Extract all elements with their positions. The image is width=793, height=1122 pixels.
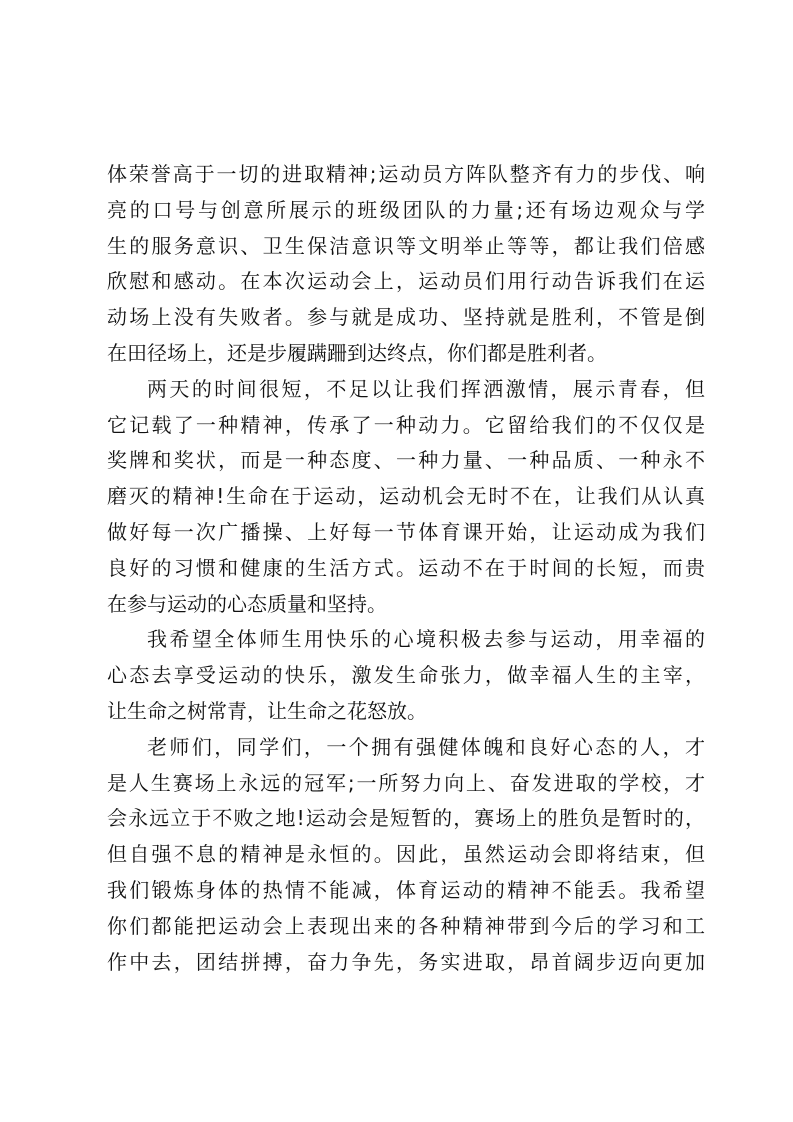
- text-line: 良好的习惯和健康的生活方式。运动不在于时间的长短，而贵: [107, 555, 705, 580]
- paragraph: [107, 372, 705, 623]
- text-line: 是人生赛场上永远的冠军;一所努力向上、奋发进取的学校，才: [107, 770, 705, 795]
- document-body: [107, 157, 705, 980]
- text-line: 作中去，团结拼搏，奋力争先，务实进取，昂首阔步迈向更加: [107, 949, 705, 974]
- paragraph: [107, 157, 705, 372]
- text-line: 在田径场上，还是步履蹒跚到达终点，你们都是胜利者。: [107, 340, 607, 365]
- text-line: 磨灭的精神!生命在于运动，运动机会无时不在，让我们从认真: [107, 484, 705, 509]
- text-line: 会永远立于不败之地!运动会是短暂的，赛场上的胜负是暂时的，: [107, 806, 705, 831]
- text-line: 欣慰和感动。在本次运动会上，运动员们用行动告诉我们在运: [107, 269, 705, 294]
- text-line: 老师们，同学们，一个拥有强健体魄和良好心态的人，才: [147, 734, 705, 759]
- text-line: 心态去享受运动的快乐，激发生命张力，做幸福人生的主宰，: [107, 663, 705, 688]
- text-line: 但自强不息的精神是永恒的。因此，虽然运动会即将结束，但: [107, 842, 705, 867]
- text-line: 两天的时间很短，不足以让我们挥洒激情，展示青春，但: [147, 376, 705, 401]
- text-line: 你们都能把运动会上表现出来的各种精神带到今后的学习和工: [107, 913, 705, 938]
- text-line: 我们锻炼身体的热情不能减，体育运动的精神不能丢。我希望: [107, 877, 705, 902]
- paragraph: [107, 622, 705, 729]
- text-line: 做好每一次广播操、上好每一节体育课开始，让运动成为我们: [107, 519, 705, 544]
- paragraph: [107, 730, 705, 981]
- text-line: 生的服务意识、卫生保洁意识等文明举止等等，都让我们倍感: [107, 233, 705, 258]
- text-line: 动场上没有失败者。参与就是成功、坚持就是胜利，不管是倒: [107, 305, 705, 330]
- text-line: 它记载了一种精神，传承了一种动力。它留给我们的不仅仅是: [107, 412, 705, 437]
- text-line: 奖牌和奖状，而是一种态度、一种力量、一种品质、一种永不: [107, 448, 705, 473]
- text-line: 亮的口号与创意所展示的班级团队的力量;还有场边观众与学: [107, 197, 705, 222]
- text-line: 我希望全体师生用快乐的心境积极去参与运动，用幸福的: [147, 627, 705, 652]
- text-line: 在参与运动的心态质量和坚持。: [107, 591, 387, 616]
- text-line: 体荣誉高于一切的进取精神;运动员方阵队整齐有力的步伐、响: [107, 162, 705, 186]
- text-line: 让生命之树常青，让生命之花怒放。: [107, 698, 427, 723]
